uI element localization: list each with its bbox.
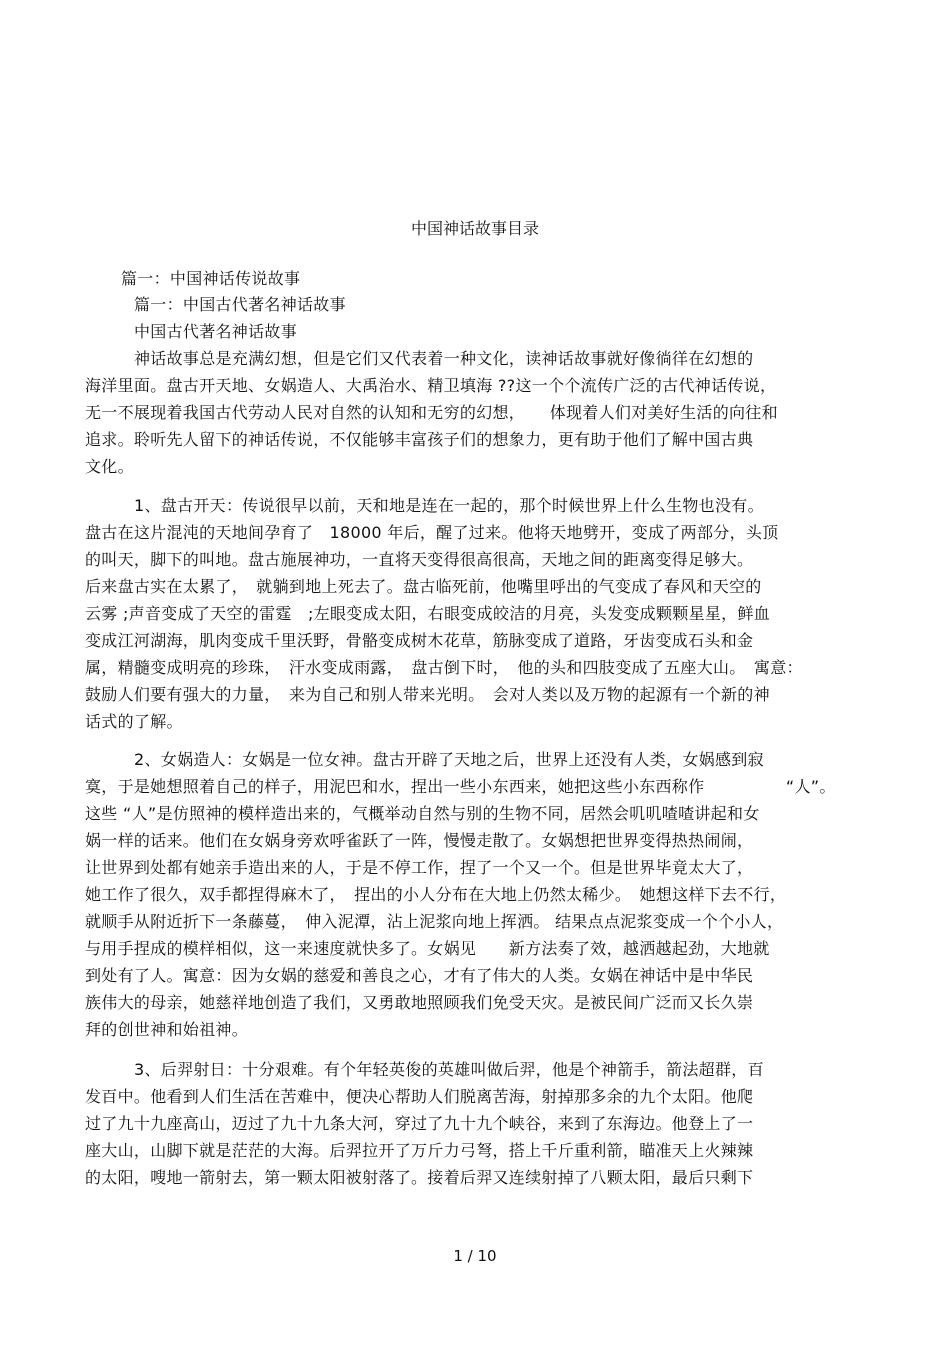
- heading-2: 篇一：中国古代著名神话故事: [134, 295, 346, 314]
- text-line: 发百中。他看到人们生活在苦难中，便决心帮助人们脱离苦海，射掉那多余的九个太阳。他爬: [85, 1087, 754, 1106]
- text-line: 2、女娲造人：女娲是一位女神。盘古开辟了天地之后，世界上还没有人类，女娲感到寂: [134, 750, 764, 769]
- text-line: 就顺手从附近折下一条藤蔓， 伸入泥潭，沾上泥浆向地上挥洒。 结果点点泥浆变成一个个小人，: [85, 912, 784, 931]
- text-line: 后来盘古实在太累了， 就躺到地上死去了。盘古临死前，他嘴里呼出的气变成了春风和天空的: [85, 577, 762, 596]
- text-line: 的叫天，脚下的叫地。盘古施展神功，一直将天变得很高很高，天地之间的距离变得足够大。: [85, 550, 754, 569]
- text-line: 到处有了人。寓意：因为女娲的慈爱和善良之心，才有了伟大的人类。女娲在神话中是中华民: [85, 966, 754, 985]
- text-line: 寞，于是她想照着自己的样子，用泥巴和水，捏出一些小东西来，她把这些小东西称作 “人”。: [85, 777, 836, 796]
- text-line: 属，精髓变成明亮的珍珠， 汗水变成雨露， 盘古倒下时， 他的头和四肢变成了五座大山。 寓意：: [85, 658, 803, 677]
- text-line: 这些 “人”是仿照神的模样造出来的，气概举动自然与别的生物不同，居然会叽叽喳喳讲起和女: [85, 804, 760, 823]
- text-line: 话式的了解。: [85, 712, 183, 731]
- text-line: 无一不展现着我国古代劳动人民对自然的认知和无穷的幻想， 体现着人们对美好生活的向往和: [85, 403, 778, 422]
- heading-3: 中国古代著名神话故事: [134, 322, 298, 341]
- text-line: 鼓励人们要有强大的力量， 来为自己和别人带来光明。 会对人类以及万物的起源有一个新的神: [85, 685, 770, 704]
- heading-1: 篇一：中国神话传说故事: [121, 269, 301, 288]
- text-line: 族伟大的母亲，她慈祥地创造了我们，又勇敢地照顾我们免受天灾。是被民间广泛而又长久崇: [85, 993, 754, 1012]
- text-line: 娲一样的话来。他们在女娲身旁欢呼雀跃了一阵，慢慢走散了。女娲想把世界变得热热闹闹，: [85, 831, 754, 850]
- text-line: 云雾 ;声音变成了天空的雷霆 ;左眼变成太阳，右眼变成皎洁的月亮，头发变成颗颗星星，鲜血: [85, 604, 771, 623]
- text-line: 与用手捏成的模样相似，这一来速度就快多了。女娲见 新方法奏了效，越洒越起劲，大地就: [85, 939, 770, 958]
- text-line: 变成江河湖海，肌肉变成千里沃野，骨骼变成树木花草，筋脉变成了道路，牙齿变成石头和金: [85, 631, 754, 650]
- text-line: 座大山，山脚下就是茫茫的大海。后羿拉开了万斤力弓弩，搭上千斤重利箭，瞄准天上火辣辣: [85, 1141, 754, 1160]
- page-indicator: 1 / 10: [453, 1247, 497, 1265]
- text-line: 神话故事总是充满幻想，但是它们又代表着一种文化，读神话故事就好像徜徉在幻想的: [134, 349, 754, 368]
- text-line: 3、后羿射日：十分艰难。有个年轻英俊的英雄叫做后羿，他是个神箭手，箭法超群，百: [134, 1060, 764, 1079]
- text-line: 文化。: [85, 457, 134, 476]
- text-line: 海洋里面。盘古开天地、女娲造人、大禹治水、精卫填海 ??这一个个流传广泛的古代神话传说，: [85, 376, 777, 395]
- text-line: 1、盘古开天：传说很早以前，天和地是连在一起的，那个时候世界上什么生物也没有。: [134, 496, 764, 515]
- text-line: 追求。聆听先人留下的神话传说，不仅能够丰富孩子们的想象力，更有助于他们了解中国古典: [85, 430, 754, 449]
- text-line: 过了九十九座高山，迈过了九十九条大河，穿过了九十九个峡谷，来到了东海边。他登上了一: [85, 1114, 754, 1133]
- text-line: 拜的创世神和始祖神。: [85, 1020, 249, 1039]
- text-line: 她工作了很久，双手都捏得麻木了， 捏出的小人分布在大地上仍然太稀少。 她想这样下去不行，: [85, 885, 787, 904]
- document-title: 中国神话故事目录: [410, 219, 539, 238]
- text-line: 的太阳，嗖地一箭射去，第一颗太阳被射落了。接着后羿又连续射掉了八颗太阳，最后只剩下: [85, 1168, 754, 1187]
- text-line: 盘古在这片混沌的天地间孕育了 18000 年后，醒了过来。他将天地劈开，变成了两部分，头顶: [85, 523, 779, 542]
- text-line: 让世界到处都有她亲手造出来的人，于是不停工作，捏了一个又一个。但是世界毕竟太大了，: [85, 858, 754, 877]
